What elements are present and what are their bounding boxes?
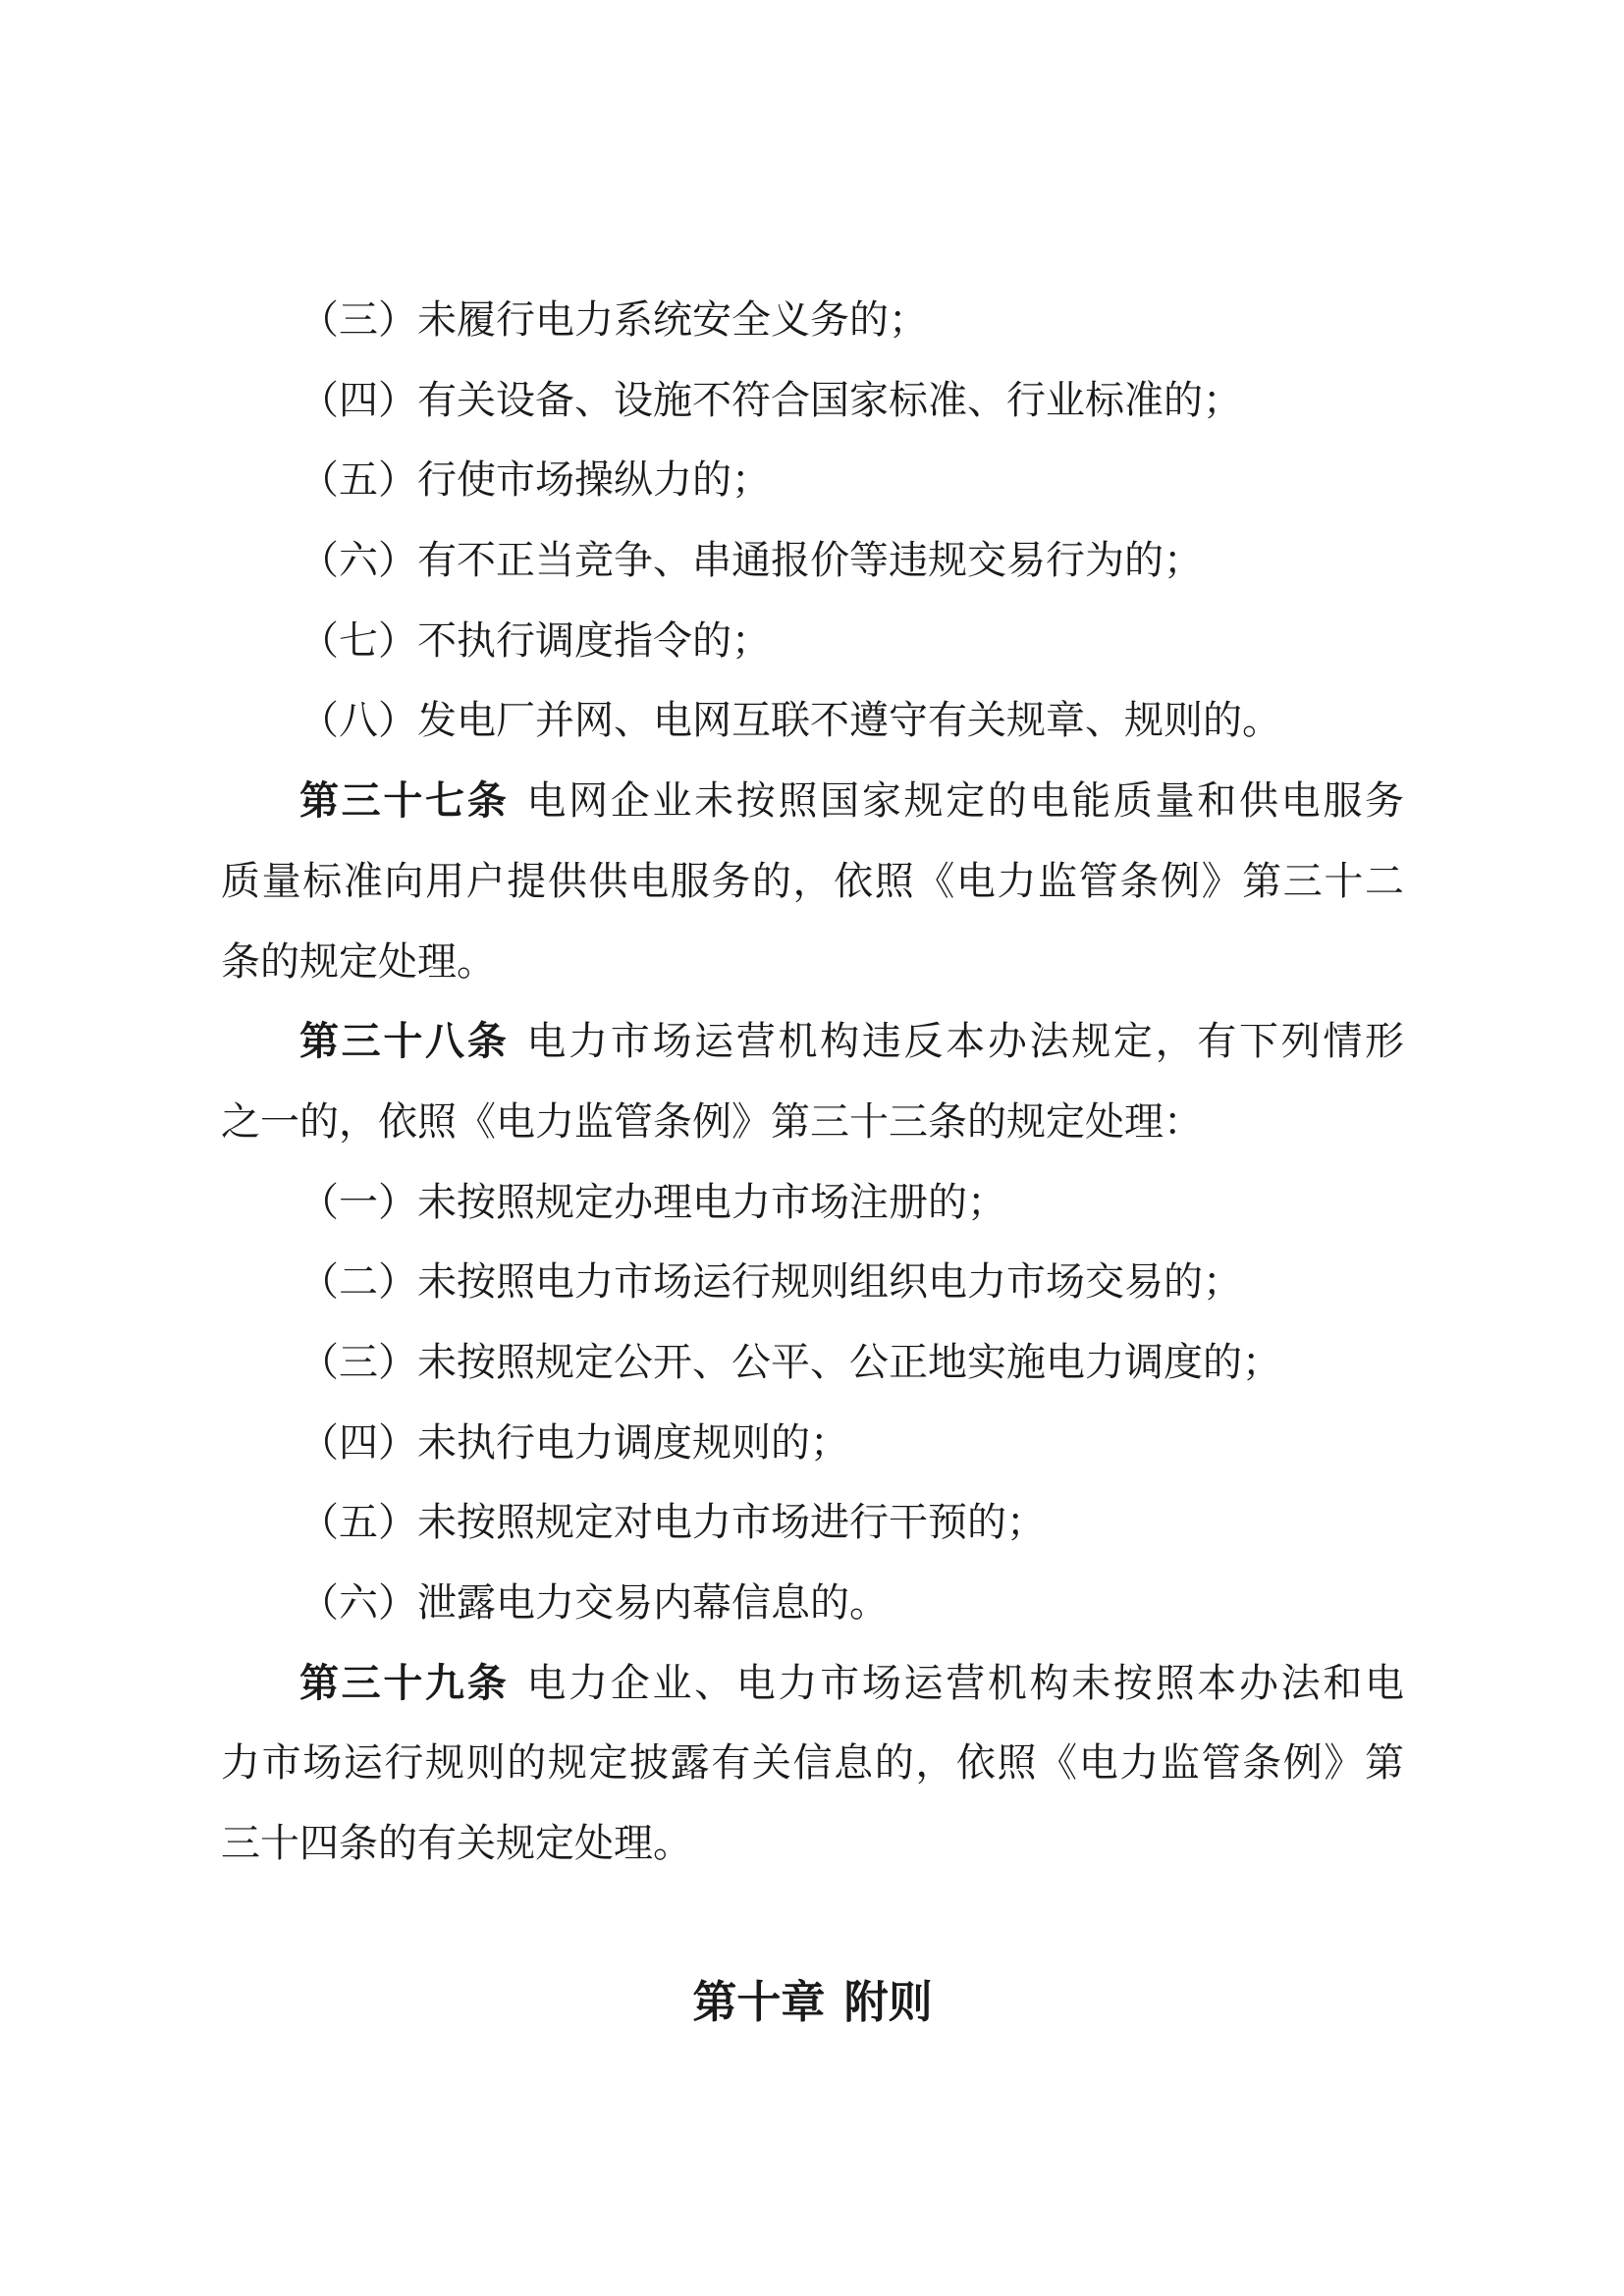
document-body	[221, 280, 1404, 2044]
line-text: （六）有不正当竞争、串通报价等违规交易行为的；	[299, 538, 1203, 583]
list-item-line	[221, 601, 1404, 681]
line-text: （三）未履行电力系统安全义务的；	[299, 297, 928, 342]
article-37-first-line	[221, 761, 1404, 841]
line-text: （八）发电厂并网、电网互联不遵守有关规章、规则的。	[299, 698, 1281, 743]
article-37-continuation-line	[221, 841, 1404, 922]
list-item-line	[221, 680, 1404, 761]
line-text: （五）未按照规定对电力市场进行干预的；	[299, 1500, 1046, 1545]
line-text: （三）未按照规定公开、公平、公正地实施电力调度的；	[299, 1339, 1281, 1384]
article-39-last-line	[221, 1803, 1404, 1884]
line-text: 之一的，依照《电力监管条例》第三十三条的规定处理：	[221, 1098, 1203, 1144]
article-number: 第三十八条	[299, 1019, 510, 1064]
article-37-last-line	[221, 922, 1404, 1002]
line-text: （四）未执行电力调度规则的；	[299, 1419, 849, 1465]
line-text: （七）不执行调度指令的；	[299, 617, 771, 663]
list-item-line	[221, 1162, 1404, 1243]
line-text: （四）有关设备、设施不符合国家标准、行业标准的；	[299, 377, 1242, 422]
article-38-last-line	[221, 1082, 1404, 1162]
article-number: 第三十七条	[299, 778, 510, 824]
line-text: 力市场运行规则的规定披露有关信息的，依照《电力监管条例》第	[221, 1740, 1404, 1786]
line-text: 电力企业、电力市场运营机构未按照本办法和电	[526, 1660, 1405, 1705]
line-text: 质量标准向用户提供供电服务的，依照《电力监管条例》第三十二	[221, 858, 1404, 903]
list-item-line	[221, 1403, 1404, 1483]
article-39-first-line	[221, 1643, 1404, 1724]
list-item-line	[221, 1322, 1404, 1403]
list-item-line	[221, 440, 1404, 520]
line-text: （五）行使市场操纵力的；	[299, 457, 771, 503]
list-item-line	[221, 280, 1404, 360]
article-39-continuation-line	[221, 1723, 1404, 1803]
list-item-line	[221, 1482, 1404, 1563]
list-item-line	[221, 1242, 1404, 1322]
line-text: （二）未按照电力市场运行规则组织电力市场交易的；	[299, 1259, 1242, 1305]
list-item-line	[221, 360, 1404, 441]
line-text: 三十四条的有关规定处理。	[221, 1821, 692, 1866]
line-text: 电力市场运营机构违反本办法规定，有下列情形	[526, 1019, 1405, 1064]
list-item-line	[221, 520, 1404, 601]
article-38-first-line	[221, 1001, 1404, 1082]
line-text: 条的规定处理。	[221, 938, 496, 984]
line-text: 电网企业未按照国家规定的电能质量和供电服务	[526, 778, 1405, 824]
blank-line	[221, 1884, 1404, 1964]
article-number: 第三十九条	[299, 1660, 510, 1705]
list-item-line	[221, 1563, 1404, 1643]
chapter-heading: 第十章 附则	[692, 1978, 933, 2028]
line-text: （六）泄露电力交易内幕信息的。	[299, 1580, 889, 1625]
line-text: （一）未按照规定办理电力市场注册的；	[299, 1179, 1006, 1224]
